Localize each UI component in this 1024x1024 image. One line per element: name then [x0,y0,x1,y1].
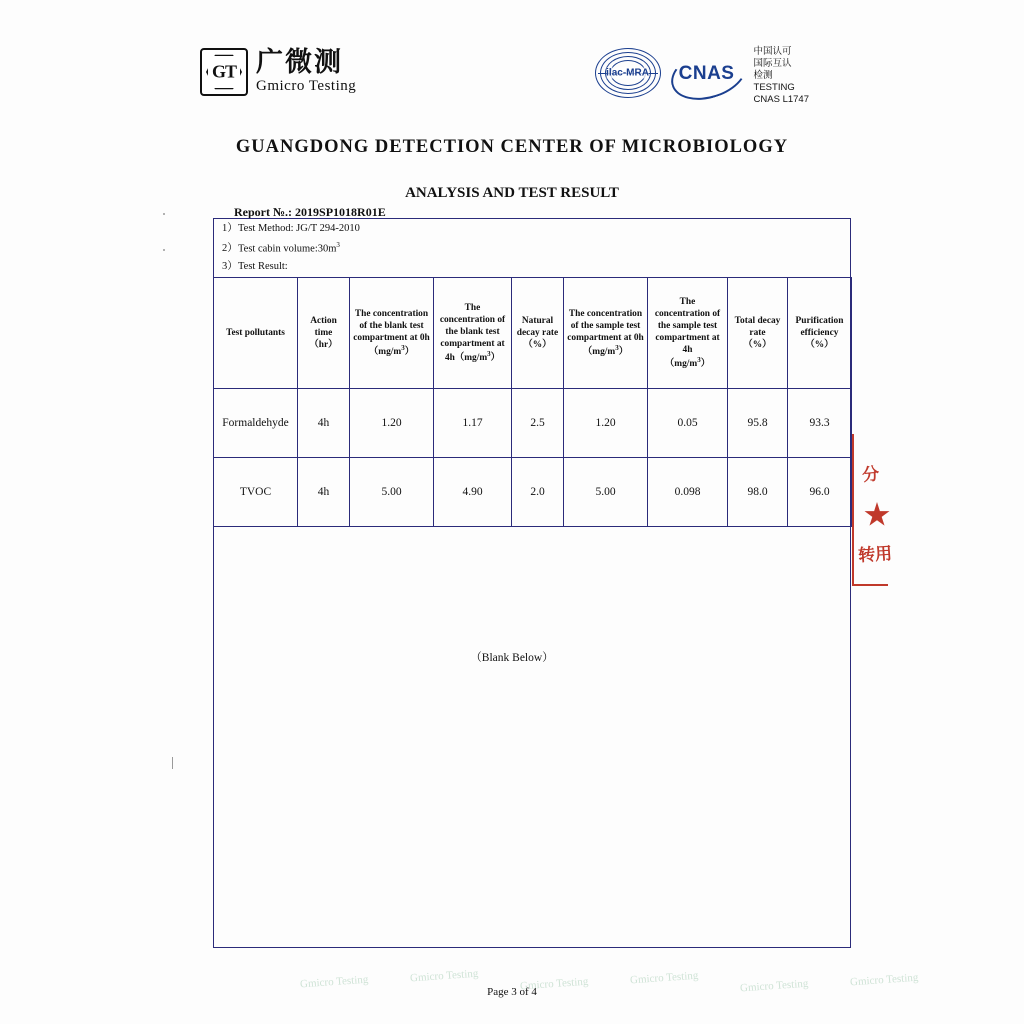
ilac-mra-icon [592,44,664,102]
meta-text-1: Test cabin volume:30m [238,243,337,254]
logo-text-chinese: 广微测 [256,47,343,79]
cell-blank-4h: 1.17 [434,389,512,458]
table-row [214,458,852,527]
table-row [214,389,852,458]
cell-pollutant: Formaldehyde [214,389,298,458]
meta-item-2 [222,262,360,273]
ilac-label: ilac-MRA [606,67,649,79]
cell-sample-0h: 5.00 [564,458,648,527]
meta-item-0 [222,224,360,235]
accreditation-line-1: 国际互认 [753,57,792,69]
cell-blank-0h: 5.00 [350,458,434,527]
document-header [0,44,1024,114]
accreditation-line-4: CNAS L1747 [753,93,809,105]
col-header-pollutants-label: Test pollutants [226,327,285,338]
meta-item-1 [222,242,360,255]
logo-text-english: Gmicro Testing [256,77,357,94]
col-header-pollutants [214,278,298,389]
watermark-text: Gmicro Testing [299,973,369,991]
meta-index-1: 2） [222,243,238,254]
cell-sample-4h: 0.05 [648,389,728,458]
meta-sup-1: 3 [336,240,340,249]
cell-blank-4h: 4.90 [434,458,512,527]
cell-blank-0h: 1.20 [350,389,434,458]
cell-total-decay: 95.8 [728,389,788,458]
col-header-natural-decay: Natural decay rate （%） [512,278,564,389]
cell-purification: 96.0 [788,458,852,527]
cell-sample-4h: 0.098 [648,458,728,527]
table-header-row [214,278,852,389]
watermark-text: Gmicro Testing [739,977,809,995]
cell-sample-0h: 1.20 [564,389,648,458]
page-number: Page 3 of 4 [487,986,537,998]
company-logo [200,48,356,96]
col-header-action-time: Action time （hr） [298,278,350,389]
col-header-total-decay: Total decay rate （%） [728,278,788,389]
scan-speck [163,213,165,215]
cell-pollutant: TVOC [214,458,298,527]
accreditation-text [754,44,809,106]
watermark-text: Gmicro Testing [519,975,589,993]
scan-speck [163,249,165,251]
col-header-purification: Purification efficiency （%） [788,278,852,389]
star-icon [864,502,890,528]
cell-action-time: 4h [298,389,350,458]
blank-below-note: （Blank Below） [470,652,554,664]
stamp-horizontal-line [852,584,888,586]
logo-mark-text: GT [211,61,237,82]
stamp-text-bottom: 转用 [857,543,893,567]
col-header-sample-0h: The concentration of the sample test compartment at $0h(mg/m^3)$ [564,278,648,389]
stamp-vertical-line [852,434,854,586]
test-result-table [213,277,852,527]
cell-purification: 93.3 [788,389,852,458]
cell-natural-decay: 2.5 [512,389,564,458]
cnas-icon [668,44,746,102]
meta-index-0: 1） [222,223,238,234]
meta-index-2: 3） [222,260,238,272]
meta-text-0: Test Method: JG/T 294-2010 [238,223,360,234]
meta-text-2: Test Result: [238,260,288,272]
col-header-blank-0h: The concentration of the blank test compartment at 0h $(mg/m^3)$ [350,278,434,389]
cell-total-decay: 98.0 [728,458,788,527]
accreditation-marks [592,44,809,106]
accreditation-line-0: 中国认可 [753,46,792,57]
organization-title: GUANGDONG DETECTION CENTER OF MICROBIOLOGY [235,137,789,157]
document-title: ANALYSIS AND TEST RESULT [405,185,619,201]
report-number: Report №.: 2019SP1018R01E [234,205,386,219]
test-meta-list [222,224,360,279]
watermark-text: Gmicro Testing [849,971,919,989]
accreditation-line-3: TESTING [753,81,795,93]
cell-action-time: 4h [298,458,350,527]
gmicro-logo-icon [200,48,248,96]
cell-natural-decay: 2.0 [512,458,564,527]
cnas-label: CNAS [678,63,735,85]
watermark-text: Gmicro Testing [629,969,699,987]
col-header-sample-4h: The concentration of the sample test compartment at 4h $(mg/m^3)$ [648,278,728,389]
accreditation-line-2: 检测 [753,69,773,81]
col-header-blank-4h: The concentration of the blank test compartment at $4h(mg/m^3)$ [434,278,512,389]
stamp-text-top: 分 [861,464,881,486]
watermark-text: Gmicro Testing [409,968,479,985]
scan-speck [172,757,173,769]
